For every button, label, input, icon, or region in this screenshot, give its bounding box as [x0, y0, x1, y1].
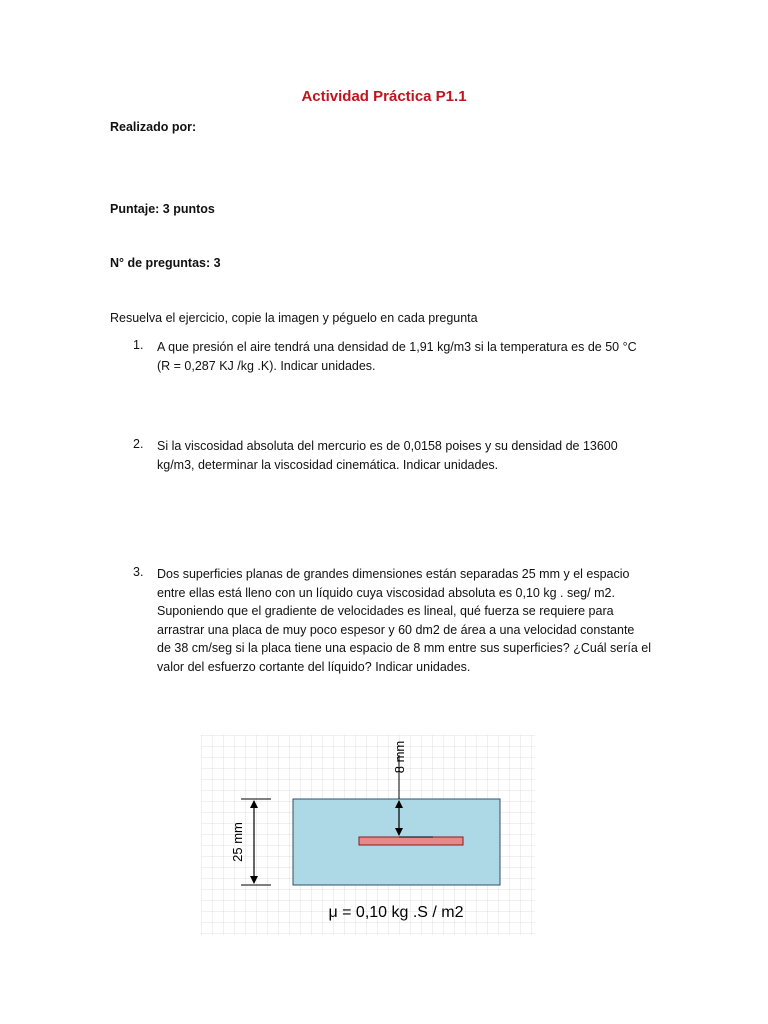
question-3-line-5: de 38 cm/seg si la placa tiene una espacio de 8 mm entre sus superficies? ¿Cuál sería el [157, 641, 652, 655]
question-1-number: 1. [133, 338, 144, 352]
viscosity-label: μ = 0,10 kg .S / m2 [328, 904, 464, 921]
question-3-line-1: Dos superficies planas de grandes dimensiones están separadas 25 mm y el espacio [157, 567, 630, 581]
question-3-text [157, 565, 657, 676]
question-3-line-4: arrastrar una placa de muy poco espesor y 60 dm2 de área a una velocidad constante [157, 622, 635, 637]
instructions-text: Resuelva el ejercicio, copie la imagen y péguelo en cada pregunta [110, 311, 478, 325]
question-1-line-2: (R = 0,287 KJ /kg .K). Indicar unidades. [157, 358, 376, 373]
question-2-line-2: kg/m3, determinar la viscosidad cinemática. Indicar unidades. [157, 457, 499, 472]
question-1-line-1: A que presión el aire tendrá una densidad de 1,91 kg/m3 si la temperatura es de 50 °C [157, 340, 637, 354]
gap-label: 8 mm [392, 740, 407, 774]
question-2-number: 2. [133, 437, 144, 451]
question-2-line-1: Si la viscosidad absoluta del mercurio es de 0,0158 poises y su densidad de 13600 [157, 439, 618, 453]
score-label: Puntaje: 3 puntos [110, 202, 215, 216]
page-title: Actividad Práctica P1.1 [301, 88, 467, 105]
plates-diagram-svg [201, 735, 535, 935]
questions-count-label: N° de preguntas: 3 [110, 256, 221, 270]
made-by-label: Realizado por: [110, 120, 197, 134]
height-label: 25 mm [230, 822, 245, 862]
thin-plate [359, 837, 463, 845]
question-2-text [157, 437, 657, 474]
question-3-line-2: entre ellas está lleno con un líquido cuya viscosidad absoluta es 0,10 kg . seg/ m2. [157, 585, 615, 600]
question-3-line-6: valor del esfuerzo cortante del líquido? Indicar unidades. [157, 659, 471, 674]
question-1-text [157, 338, 657, 375]
plates-diagram [201, 735, 535, 935]
question-3-number: 3. [133, 565, 144, 579]
question-3-line-3: Suponiendo que el gradiente de velocidades es lineal, qué fuerza se requiere para [157, 604, 614, 618]
